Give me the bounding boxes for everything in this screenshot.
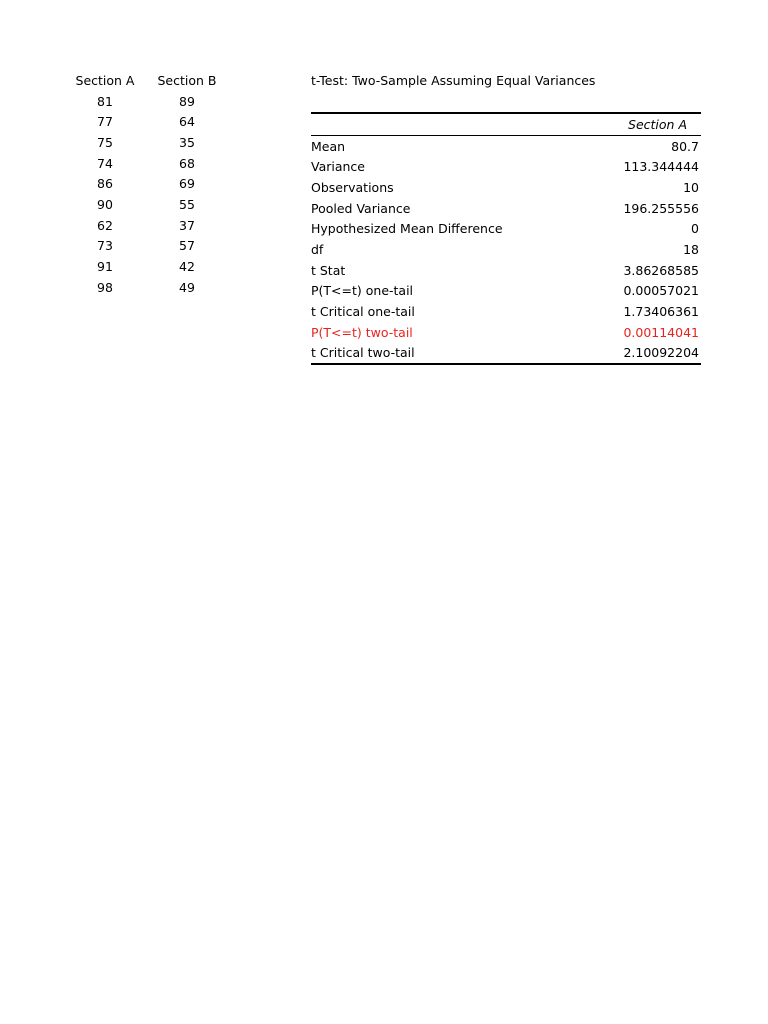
cell-section-b: 68 (179, 155, 195, 171)
cell-section-a: 75 (97, 134, 113, 150)
ttest-row-t-critical-two-tail (311, 343, 701, 365)
ttest-title: t-Test: Two-Sample Assuming Equal Variances (311, 73, 596, 88)
cell-section-b: 35 (179, 134, 195, 150)
cell-section-b: 37 (179, 217, 195, 233)
column-header-section-a: Section A (75, 72, 135, 88)
cell-section-b: 42 (179, 259, 195, 275)
ttest-row-label: Variance (311, 159, 365, 175)
ttest-row-value: 0 (691, 221, 699, 237)
cell-section-a: 62 (97, 217, 113, 233)
cell-section-a: 77 (97, 114, 113, 130)
section-scores-table (64, 70, 228, 298)
column-header-section-b: Section B (157, 72, 217, 88)
cell-section-a: 98 (97, 279, 113, 295)
table-row (64, 91, 228, 112)
cell-section-b: 49 (179, 279, 195, 295)
ttest-row-value: 1.73406361 (623, 304, 699, 320)
ttest-row-label: Mean (311, 138, 346, 154)
table-row (64, 173, 228, 194)
cell-section-a: 86 (97, 176, 113, 192)
ttest-row-t-stat (311, 260, 701, 281)
ttest-row-t-critical-one-tail (311, 301, 701, 322)
ttest-label-column-header (311, 113, 544, 135)
cell-section-a: 81 (97, 93, 113, 109)
cell-section-b: 57 (179, 238, 195, 254)
ttest-row-label: Pooled Variance (311, 200, 411, 216)
ttest-row-value: 0.00057021 (623, 283, 699, 299)
ttest-row-p-two-tail (311, 322, 701, 343)
ttest-row-df (311, 239, 701, 260)
table-row (64, 194, 228, 215)
ttest-row-label: P(T<=t) one-tail (311, 283, 414, 299)
ttest-row-label: df (311, 241, 324, 257)
ttest-row-value: 18 (683, 241, 699, 257)
ttest-row-mean (311, 135, 701, 156)
ttest-row-label: P(T<=t) two-tail (311, 324, 413, 340)
ttest-panel (311, 70, 701, 365)
table-row (64, 277, 228, 298)
ttest-row-value: 2.10092204 (623, 345, 699, 361)
ttest-header-row (311, 113, 701, 135)
cell-section-a: 91 (97, 259, 113, 275)
ttest-row-value: 10 (683, 179, 699, 195)
ttest-row-label: Observations (311, 179, 394, 195)
ttest-row-label: t Critical one-tail (311, 304, 415, 320)
cell-section-b: 89 (179, 93, 195, 109)
ttest-row-label: t Stat (311, 262, 346, 278)
ttest-results-table (311, 112, 701, 365)
table-row (64, 215, 228, 236)
ttest-row-pooled-variance (311, 198, 701, 219)
ttest-row-value: 3.86268585 (623, 262, 699, 278)
table-row (64, 111, 228, 132)
ttest-row-value: 0.00114041 (623, 324, 699, 340)
ttest-row-label: Hypothesized Mean Difference (311, 221, 503, 237)
ttest-row-observations (311, 177, 701, 198)
cell-section-b: 55 (179, 196, 195, 212)
table-row (64, 256, 228, 277)
ttest-column-header: Section A (544, 113, 701, 135)
ttest-row-label: t Critical two-tail (311, 345, 415, 361)
ttest-row-value: 113.344444 (623, 159, 699, 175)
cell-section-a: 90 (97, 196, 113, 212)
ttest-row-value: 80.7 (671, 138, 699, 154)
table-row (64, 132, 228, 153)
table-row (64, 153, 228, 174)
table-row (64, 236, 228, 257)
cell-section-b: 64 (179, 114, 195, 130)
ttest-row-hypothesized-mean-difference (311, 218, 701, 239)
ttest-row-variance (311, 156, 701, 177)
table-header-row (64, 70, 228, 91)
cell-section-a: 73 (97, 238, 113, 254)
ttest-row-value: 196.255556 (623, 200, 699, 216)
cell-section-b: 69 (179, 176, 195, 192)
cell-section-a: 74 (97, 155, 113, 171)
ttest-row-p-one-tail (311, 281, 701, 302)
